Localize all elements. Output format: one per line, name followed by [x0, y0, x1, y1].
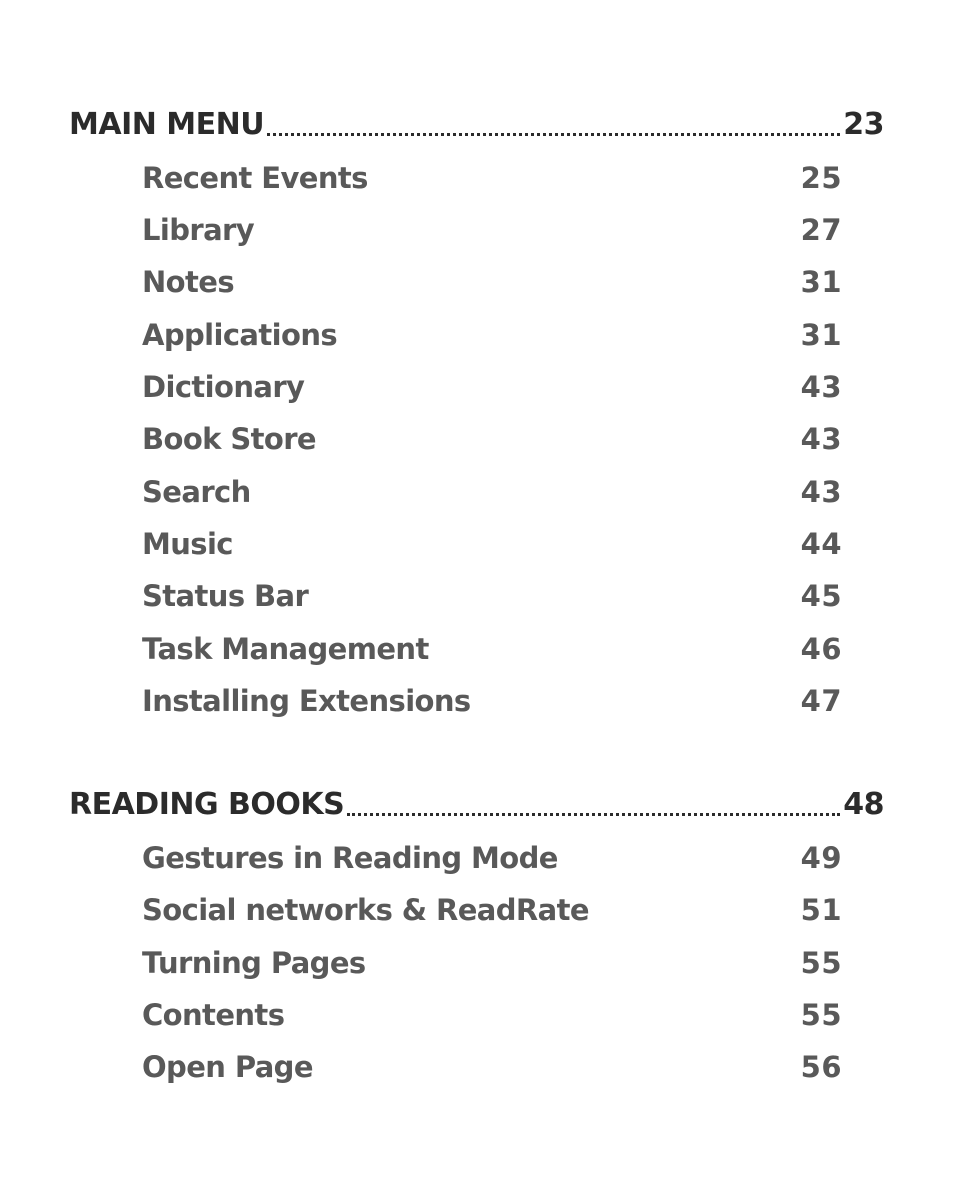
toc-entry	[142, 521, 842, 567]
section-title: READING BOOKS	[69, 787, 345, 822]
toc-entry	[142, 364, 842, 410]
entry-label: Task Management	[142, 632, 429, 666]
entry-page-number: 31	[800, 265, 842, 299]
entry-page-number: 25	[800, 161, 842, 195]
entry-page-number: 31	[800, 318, 842, 352]
entry-page-number: 46	[800, 632, 842, 666]
entry-label: Search	[142, 475, 251, 509]
entry-page-number: 43	[800, 475, 842, 509]
entry-label: Book Store	[142, 422, 316, 456]
entry-label: Turning Pages	[142, 946, 366, 980]
toc-entry	[142, 626, 842, 672]
dot-leader	[347, 809, 840, 816]
entry-label: Library	[142, 213, 255, 247]
entry-page-number: 51	[800, 893, 842, 927]
entry-page-number: 49	[800, 841, 842, 875]
toc-entry	[142, 207, 842, 253]
entry-label: Music	[142, 527, 233, 561]
entry-page-number: 45	[800, 579, 842, 613]
section-page-number: 23	[843, 107, 884, 142]
toc-entry	[142, 678, 842, 724]
toc-entry	[142, 835, 842, 881]
entry-label: Dictionary	[142, 370, 305, 404]
entry-page-number: 55	[800, 946, 842, 980]
entry-label: Social networks & ReadRate	[142, 893, 589, 927]
toc-entry	[142, 573, 842, 619]
entry-label: Notes	[142, 265, 234, 299]
section-title: MAIN MENU	[69, 107, 265, 142]
toc-entry	[142, 155, 842, 201]
toc-entry	[142, 259, 842, 305]
entry-label: Gestures in Reading Mode	[142, 841, 558, 875]
toc-entry	[142, 887, 842, 933]
entry-page-number: 44	[800, 527, 842, 561]
dot-leader	[267, 129, 840, 136]
entry-page-number: 56	[800, 1050, 842, 1084]
toc-entry	[142, 1044, 842, 1090]
entry-page-number: 43	[800, 422, 842, 456]
toc-entry	[142, 469, 842, 515]
entry-label: Status Bar	[142, 579, 309, 613]
entry-label: Installing Extensions	[142, 684, 471, 718]
toc-entry	[142, 416, 842, 462]
section-heading	[69, 103, 884, 147]
section-heading	[69, 783, 884, 827]
entry-page-number: 55	[800, 998, 842, 1032]
toc-entry	[142, 312, 842, 358]
entry-page-number: 47	[800, 684, 842, 718]
entry-label: Contents	[142, 998, 285, 1032]
section-page-number: 48	[843, 787, 884, 822]
entry-label: Applications	[142, 318, 338, 352]
toc-entry	[142, 992, 842, 1038]
entry-page-number: 43	[800, 370, 842, 404]
entry-page-number: 27	[800, 213, 842, 247]
toc-entry	[142, 940, 842, 986]
entry-label: Recent Events	[142, 161, 368, 195]
entry-label: Open Page	[142, 1050, 313, 1084]
